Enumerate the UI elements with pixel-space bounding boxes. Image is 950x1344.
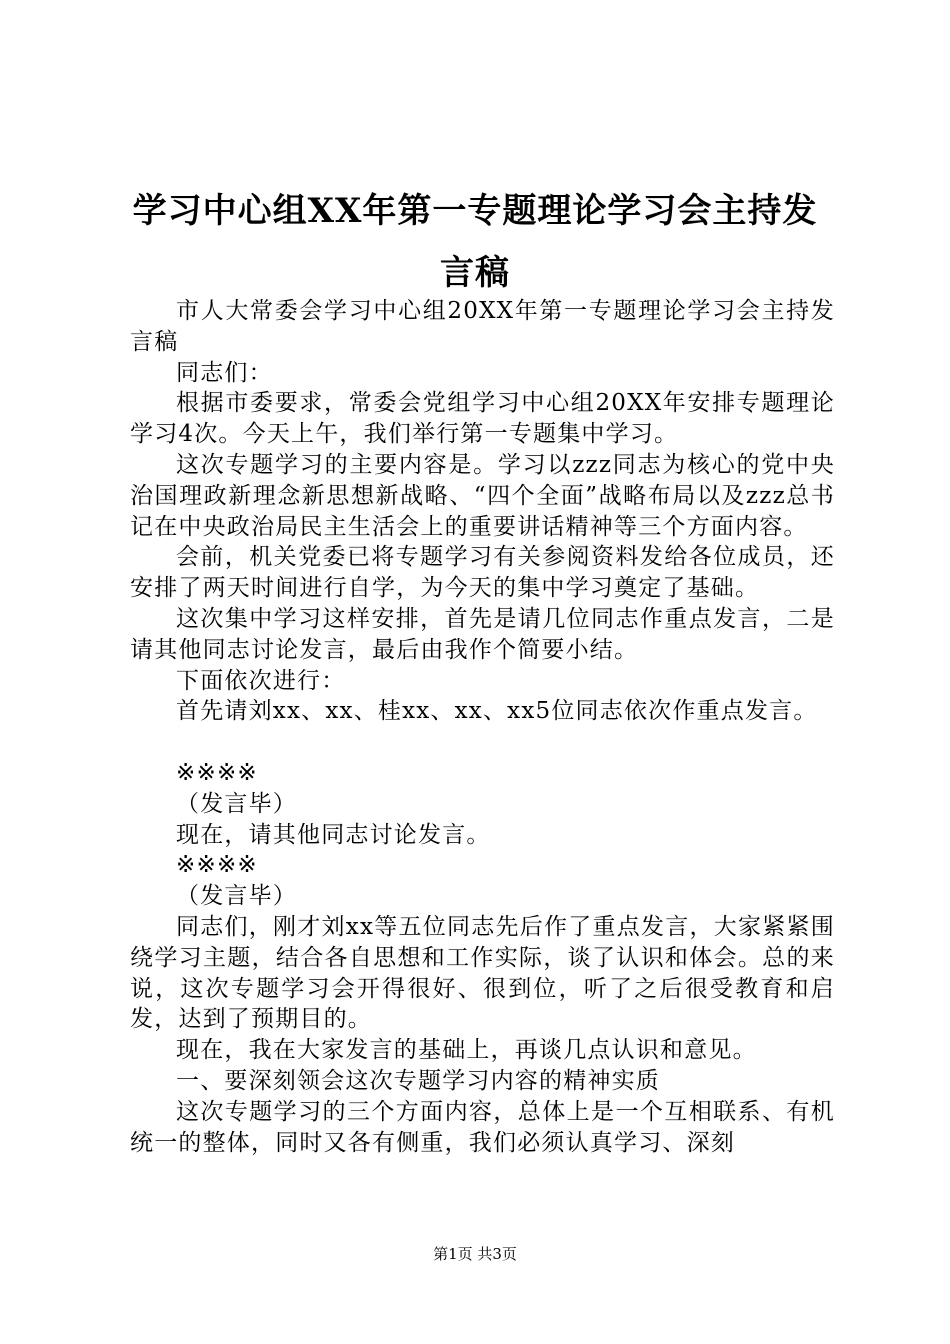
blank-line [130,727,835,758]
paragraph: 同志们，刚才刘xx等五位同志先后作了重点发言，大家紧紧围绕学习主题，结合各自思想和工作实际，谈了认识和体会。总的来说，这次专题学习会开得很好、很到位，听了之后很受教育和启发，达到了预期目的。 [130,913,835,1033]
speech-end-note: （发言毕） [176,883,297,910]
speech-end-note: （发言毕） [176,790,297,817]
document-title [120,180,830,304]
paragraph: 现在，请其他同志讨论发言。 [176,821,491,848]
paragraph-salutation: 同志们： [176,359,273,386]
paragraph: 这次专题学习的主要内容是。学习以zzz同志为核心的党中央治国理政新理念新思想新战略、“四个全面”战略布局以及zzz总书记在中央政治局民主生活会上的重要讲话精神等三个方面内容。 [130,451,835,540]
paragraph: 首先请刘xx、xx、桂xx、xx、xx5位同志依次作重点发言。 [176,698,818,725]
document-body [130,296,835,1158]
paragraph: 会前，机关党委已将专题学习有关参阅资料发给各位成员，还安排了两天时间进行自学，为今天的集中学习奠定了基础。 [130,544,835,602]
separator-marks: ※※※※ [176,759,258,786]
title-line-2: 言稿 [440,253,510,293]
paragraph-heading-ref: 市人大常委会学习中心组20XX年第一专题理论学习会主持发言稿 [130,298,835,355]
separator-marks: ※※※※ [176,852,258,879]
paragraph: 这次专题学习的三个方面内容，总体上是一个互相联系、有机统一的整体，同时又各有侧重，我们必须认真学习、深刻 [130,1098,835,1156]
paragraph: 这次集中学习这样安排，首先是请几位同志作重点发言，二是请其他同志讨论发言，最后由我作个简要小结。 [130,605,835,663]
page-footer: 第1页 共3页 [433,1245,517,1263]
section-heading: 一、要深刻领会这次专题学习内容的精神实质 [176,1067,660,1094]
title-line-1: 学习中心组XX年第一专题理论学习会主持发 [132,191,818,231]
paragraph: 现在，我在大家发言的基础上，再谈几点认识和意见。 [176,1037,757,1064]
paragraph: 根据市委要求，常委会党组学习中心组20XX年安排专题理论学习4次。今天上午，我们举行第一专题集中学习。 [130,390,835,448]
paragraph: 下面依次进行： [176,667,346,694]
